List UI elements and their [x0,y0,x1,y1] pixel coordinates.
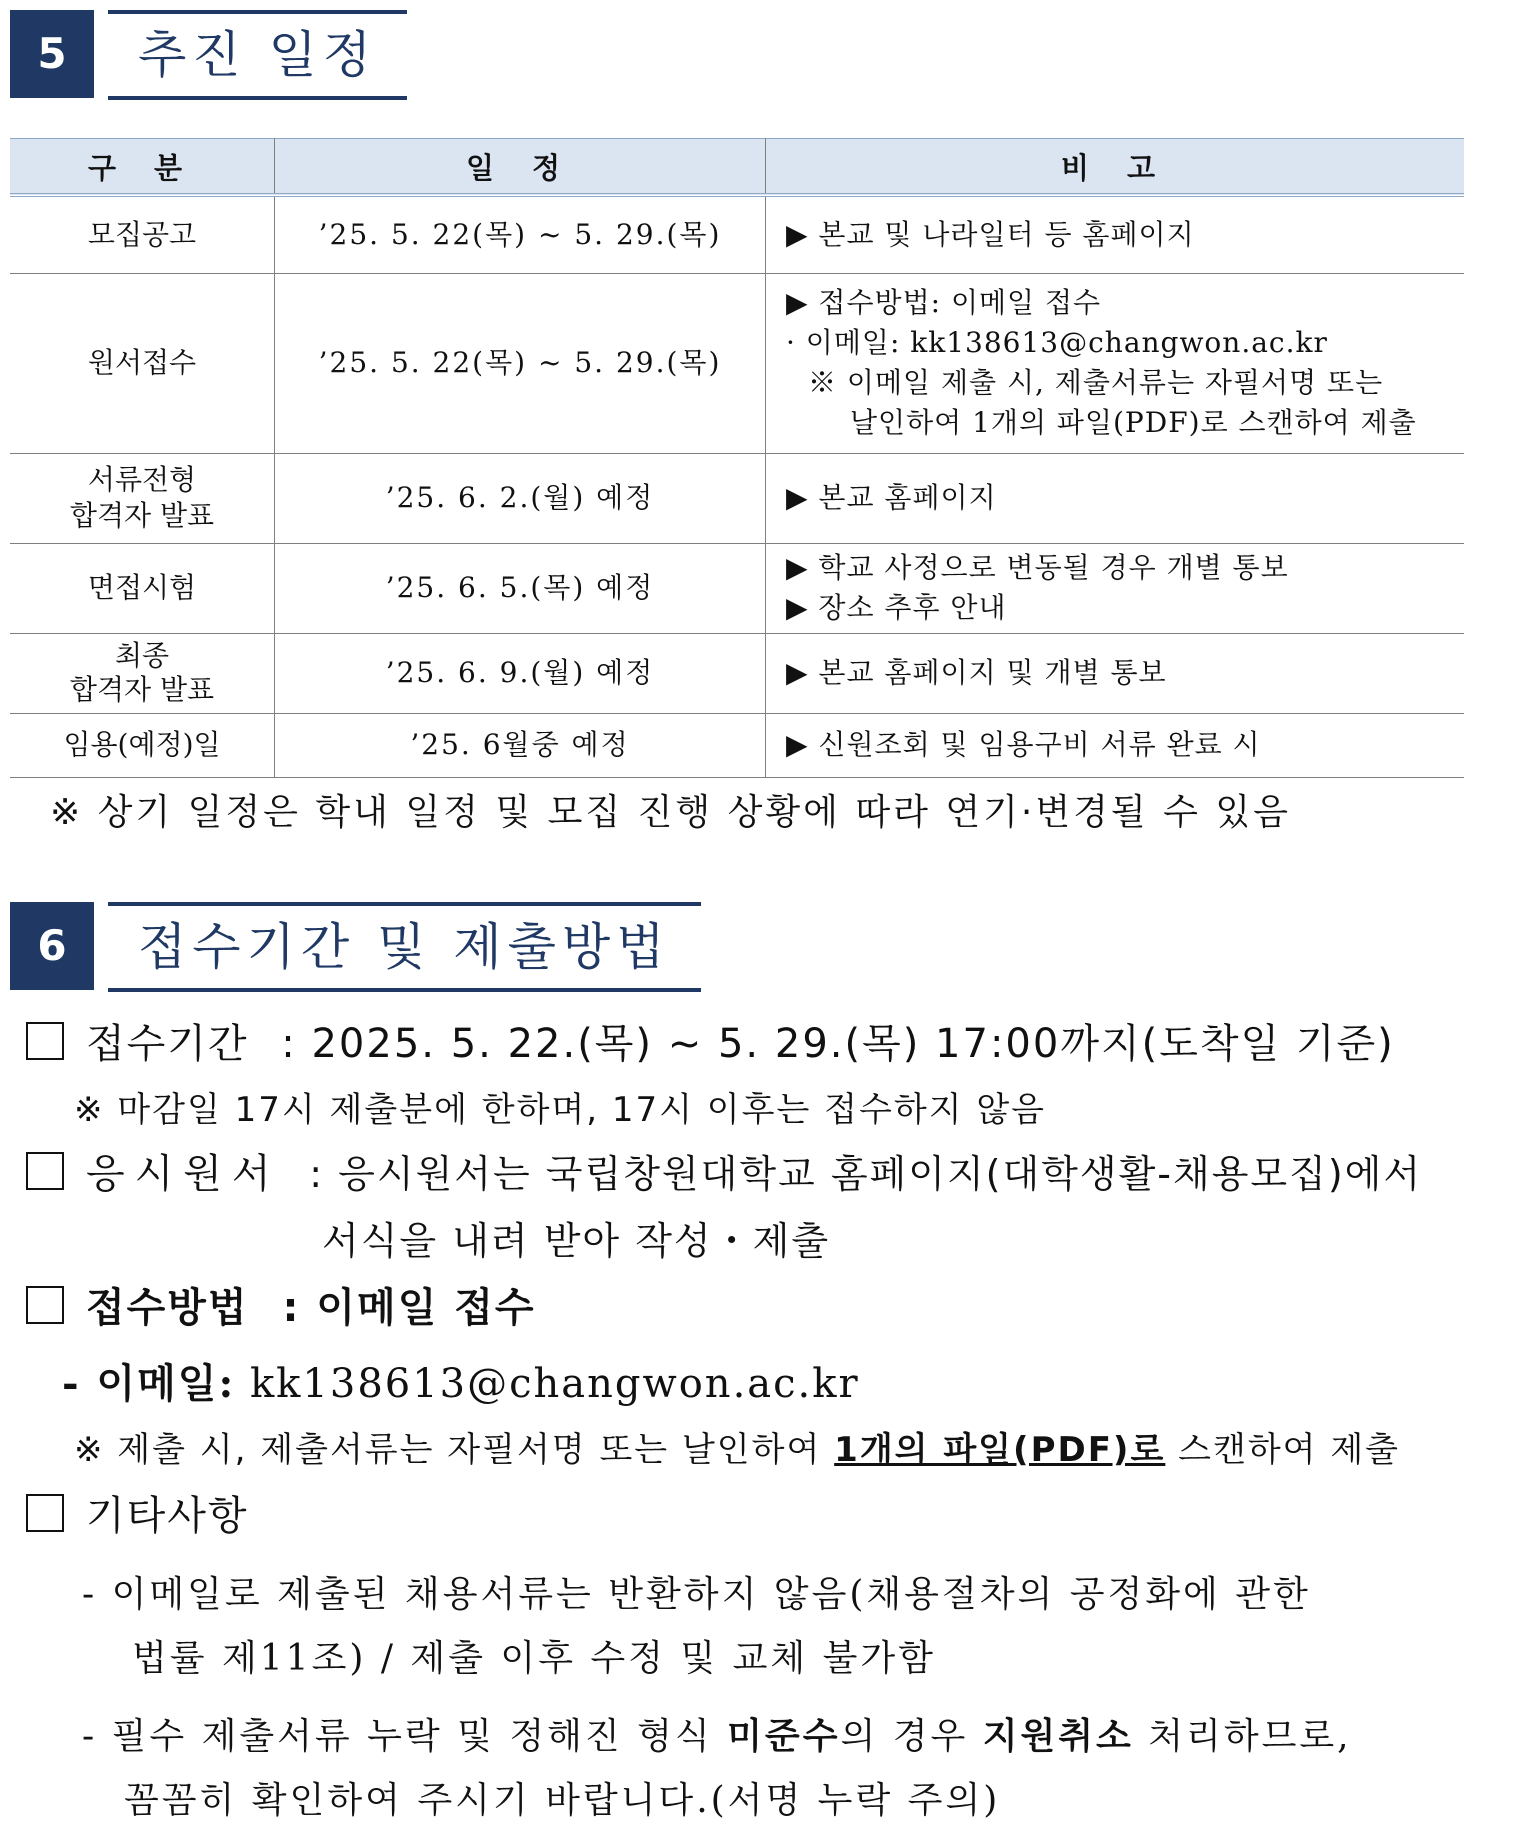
row-notes: ▶ 본교 홈페이지 및 개별 통보 [766,633,1465,713]
section-title: 접수기간 및 제출방법 [108,902,701,992]
row-date: ’25. 5. 22(목) ~ 5. 29.(목) [275,273,766,453]
section-number: 5 [10,10,94,98]
method-label: 접수방법 [86,1284,249,1331]
row-notes: ▶ 본교 및 나라일터 등 홈페이지 [766,195,1465,273]
row-item: 최종 합격자 발표 [10,633,275,713]
row-item: 면접시험 [10,543,275,633]
table-row [10,453,1464,543]
section-number: 6 [10,902,94,990]
table-row [10,713,1464,777]
row-notes: ▶ 접수방법: 이메일 접수 · 이메일: kk138613@changwon.ac.kr ※ 이메일 제출 시, 제출서류는 자필서명 또는 날인하여 1개의 파일(PDF)로 스캔하여 제출 [766,273,1465,453]
etc-item-2-cont: 꼼꼼히 확인하여 주시기 바랍니다.(서명 누락 주의) [124,1780,1001,1821]
checkbox-icon [26,1286,64,1324]
section-6-header [10,902,710,1002]
row-date: ’25. 6월중 예정 [275,713,766,777]
section-5-header [10,10,710,110]
method-value: : 이메일 접수 [282,1285,536,1331]
table-row [10,273,1464,453]
etc-label: 기타사항 [86,1493,249,1539]
method-line [26,1276,536,1333]
row-notes: ▶ 학교 사정으로 변동될 경우 개별 통보 ▶ 장소 추후 안내 [766,543,1465,633]
email-label: - 이메일: [62,1360,236,1407]
checkbox-icon [26,1022,64,1060]
row-date: ’25. 6. 9.(월) 예정 [275,633,766,713]
row-item: 모집공고 [10,195,275,273]
row-item: 원서접수 [10,273,275,453]
schedule-footnote: ※ 상기 일정은 학내 일정 및 모집 진행 상황에 따라 연기·변경될 수 있음 [50,792,1291,833]
email-address: kk138613@changwon.ac.kr [249,1361,860,1407]
row-date: ’25. 6. 5.(목) 예정 [275,543,766,633]
period-line [26,1012,1395,1069]
period-note: ※ 마감일 17시 제출분에 한하며, 17시 이후는 접수하지 않음 [74,1090,1047,1130]
row-date: ’25. 6. 2.(월) 예정 [275,453,766,543]
checkbox-icon [26,1494,64,1532]
table-row [10,543,1464,633]
period-value: : 2025. 5. 22.(목) ~ 5. 29.(목) 17:00까지(도착일 기준) [281,1021,1395,1067]
header-category: 구 분 [10,139,275,196]
row-date: ’25. 5. 22(목) ~ 5. 29.(목) [275,195,766,273]
header-schedule: 일 정 [275,139,766,196]
row-item: 서류전형 합격자 발표 [10,453,275,543]
section-title: 추진 일정 [108,10,407,100]
form-value: : 응시원서는 국립창원대학교 홈페이지(대학생활-채용모집)에서 [309,1152,1423,1196]
etc-item-1: - 이메일로 제출된 채용서류는 반환하지 않음(채용절차의 공정화에 관한 [82,1574,1311,1615]
schedule-table [10,138,1464,778]
table-header-row [10,139,1464,196]
email-line [62,1352,860,1409]
form-label: 응시원서 [86,1151,281,1197]
row-notes: ▶ 본교 홈페이지 [766,453,1465,543]
form-value-cont: 서식을 내려 받아 작성・제출 [322,1219,831,1263]
header-remarks: 비 고 [766,139,1465,196]
etc-line [26,1484,249,1541]
etc-item-1-cont: 법률 제11조) / 제출 이후 수정 및 교체 불가함 [132,1638,936,1679]
table-row [10,195,1464,273]
checkbox-icon [26,1152,64,1190]
form-line [26,1142,1422,1199]
submit-note-emphasis: 1개의 파일(PDF)로 [834,1430,1166,1470]
submit-note: ※ 제출 시, 제출서류는 자필서명 또는 날인하여 1개의 파일(PDF)로 스캔하여 제출 [74,1430,1401,1470]
row-item: 임용(예정)일 [10,713,275,777]
period-label: 접수기간 [86,1021,249,1067]
etc-item-2: - 필수 제출서류 누락 및 정해진 형식 미준수의 경우 지원취소 처리하므로, [82,1715,1352,1757]
table-row [10,633,1464,713]
row-notes: ▶ 신원조회 및 임용구비 서류 완료 시 [766,713,1465,777]
